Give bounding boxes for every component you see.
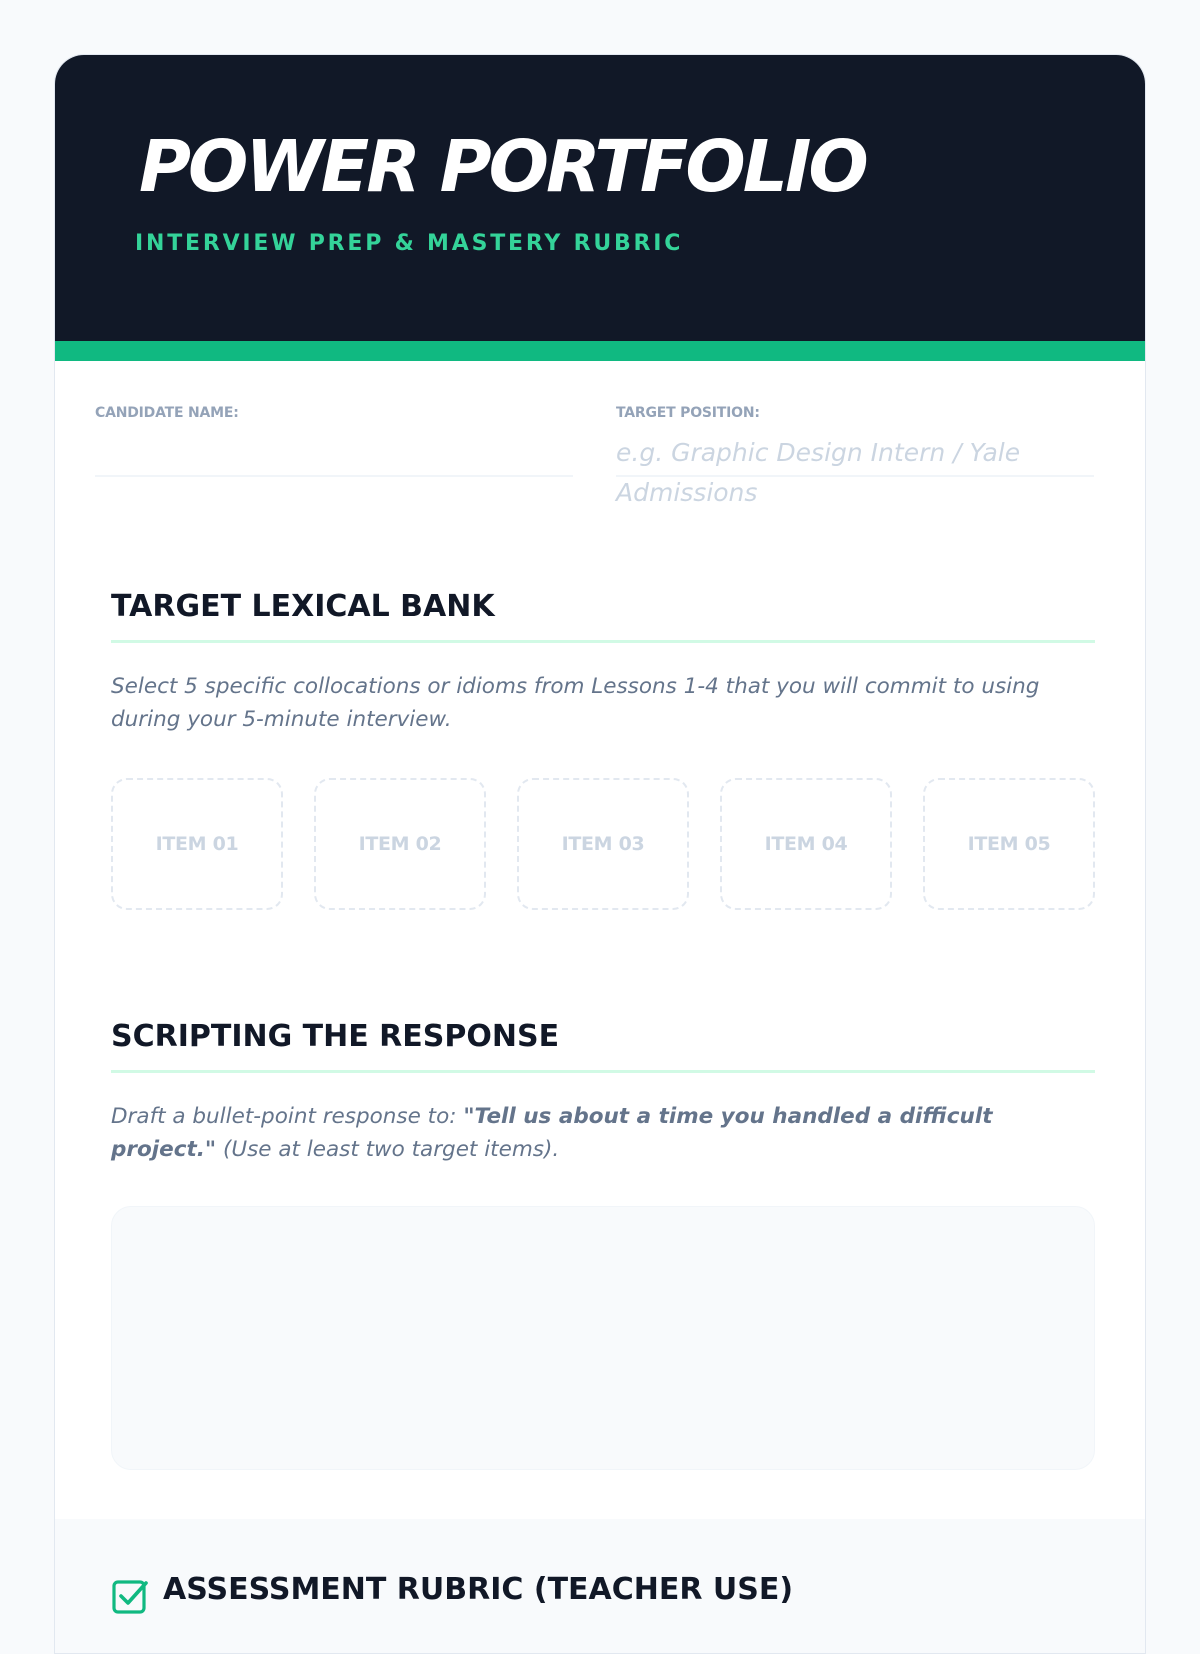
target-position-input[interactable]: e.g. Graphic Design Intern / Yale Admissions bbox=[616, 438, 1021, 507]
candidate-name-label: CANDIDATE NAME: bbox=[95, 405, 239, 421]
scripting-rule bbox=[111, 1070, 1095, 1073]
rubric-title: ASSESSMENT RUBRIC (TEACHER USE) bbox=[163, 1572, 794, 1607]
lexical-item-slot[interactable]: ITEM 04 bbox=[720, 778, 892, 910]
lexical-item-slot[interactable]: ITEM 01 bbox=[111, 778, 283, 910]
lexical-item-slot[interactable]: ITEM 05 bbox=[923, 778, 1095, 910]
scripting-section bbox=[111, 1019, 1095, 1482]
lexical-bank-rule bbox=[111, 640, 1095, 643]
portfolio-card bbox=[54, 54, 1146, 1654]
response-textarea[interactable] bbox=[111, 1206, 1095, 1470]
target-position-label: TARGET POSITION: bbox=[616, 405, 760, 421]
candidate-name-field[interactable] bbox=[95, 405, 573, 421]
candidate-name-underline bbox=[95, 475, 573, 477]
lexical-bank-title: TARGET LEXICAL BANK bbox=[111, 589, 495, 624]
lexical-bank-section bbox=[111, 589, 1095, 922]
target-position-field[interactable] bbox=[616, 405, 1094, 507]
lexical-item-slot[interactable]: ITEM 03 bbox=[517, 778, 689, 910]
lexical-item-list bbox=[111, 778, 1095, 910]
checkbox-checked-icon bbox=[111, 1577, 149, 1615]
page-subtitle: INTERVIEW PREP & MASTERY RUBRIC bbox=[135, 231, 684, 256]
scripting-instructions-prefix: Draft a bullet-point response to: bbox=[111, 1104, 464, 1129]
lexical-bank-instructions: Select 5 specific collocations or idioms from Lessons 1-4 that you will commit to using during your 5-minute interview. bbox=[111, 674, 1040, 732]
header-accent-bar bbox=[55, 341, 1145, 361]
scripting-instructions bbox=[111, 1100, 1095, 1166]
scripting-title: SCRIPTING THE RESPONSE bbox=[111, 1019, 560, 1054]
lexical-item-slot[interactable]: ITEM 02 bbox=[314, 778, 486, 910]
scripting-prompt-quote: "Tell us about a time you handled a difficult project." bbox=[111, 1104, 993, 1162]
rubric-section bbox=[55, 1519, 1145, 1654]
header-banner bbox=[55, 55, 1145, 341]
scripting-instructions-suffix: (Use at least two target items). bbox=[216, 1137, 560, 1162]
page-title: POWER PORTFOLIO bbox=[139, 125, 866, 208]
